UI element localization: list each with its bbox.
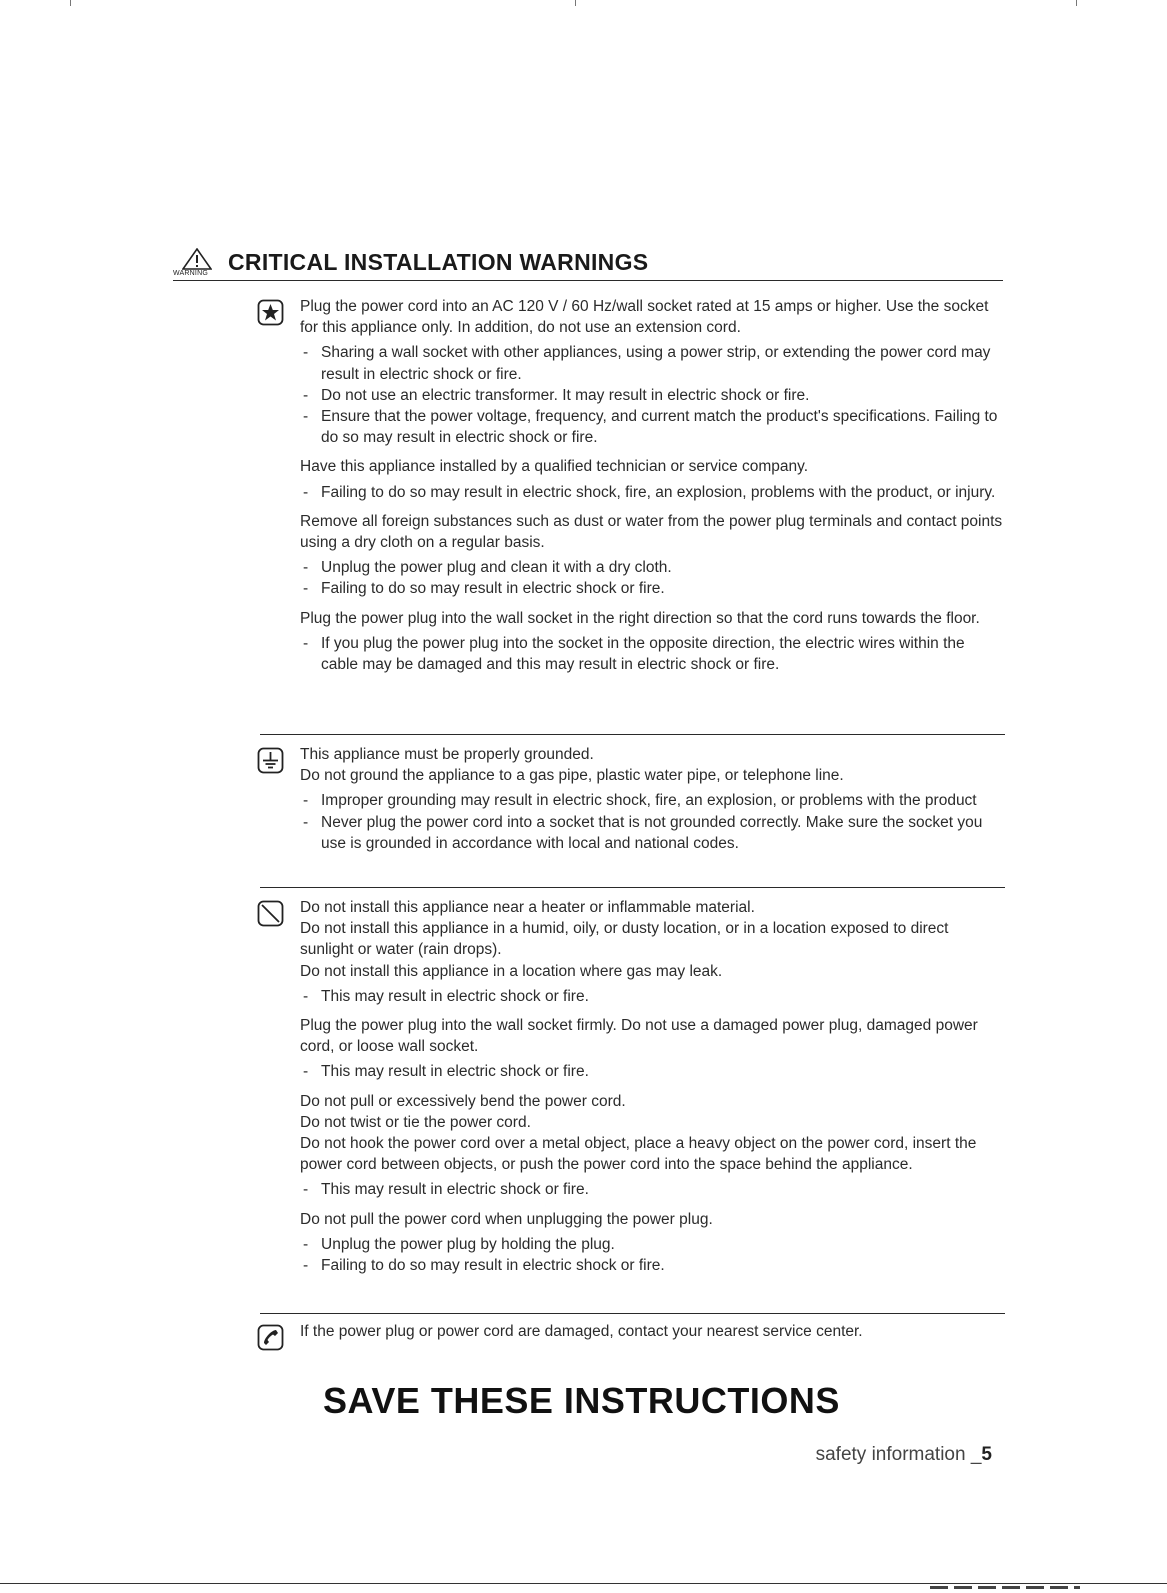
- paragraph: Do not pull the power cord when unplugging the power plug.: [300, 1210, 713, 1228]
- list-item: - Sharing a wall socket with other appliances, using a power strip, or extending the power cord may result in electric shock or fire.: [300, 342, 1005, 384]
- paragraph: If the power plug or power cord are damaged, contact your nearest service center.: [300, 1323, 863, 1340]
- list-item: - Failing to do so may result in electric shock or fire.: [300, 1255, 1005, 1276]
- paragraph: Do not twist or tie the power cord.: [300, 1113, 531, 1131]
- paragraph: Do not pull or excessively bend the power cord.: [300, 1092, 626, 1110]
- paragraph: This appliance must be properly grounded.: [300, 746, 594, 763]
- section-body: [300, 744, 1005, 854]
- crop-mark: [575, 0, 576, 6]
- paragraph: Have this appliance installed by a qualified technician or service company.: [300, 458, 809, 476]
- list-item: - If you plug the power plug into the socket in the opposite direction, the electric wires within the cable may be damaged and this may result in electric shock or fire.: [300, 633, 1005, 675]
- warning-triangle-icon: [182, 248, 212, 270]
- page-title: CRITICAL INSTALLATION WARNINGS: [228, 249, 649, 275]
- footer-section-name: safety information _: [815, 1444, 982, 1465]
- list-item: - Failing to do so may result in electric shock, fire, an explosion, problems with the product, or injury.: [300, 482, 1005, 503]
- paragraph: Do not hook the power cord over a metal object, place a heavy object on the power cord, insert the power cord between objects, or push the power cord into the space behind the appliance.: [300, 1135, 977, 1174]
- list-item: - Unplug the power plug by holding the plug.: [300, 1234, 1005, 1255]
- bullet-list: [300, 1061, 1005, 1082]
- warning-section-grounding: [260, 744, 1005, 888]
- warning-section-power-cord: [260, 296, 1005, 735]
- list-item: - Unplug the power plug and clean it with a dry cloth.: [300, 557, 1005, 578]
- bullet-list: [300, 1234, 1005, 1276]
- warning-section-location-and-cord: [260, 897, 1005, 1314]
- save-instructions-heading: SAVE THESE INSTRUCTIONS: [323, 1380, 840, 1421]
- paragraph: Remove all foreign substances such as dust or water from the power plug terminals and contact points using a dry cloth on a regular basis.: [300, 512, 1003, 552]
- paragraph: Plug the power cord into an AC 120 V / 60 Hz/wall socket rated at 15 amps or higher. Use the socket for this appliance only. In addition, do not use an extension cord.: [300, 298, 989, 337]
- list-item: - This may result in electric shock or fire.: [300, 986, 1005, 1007]
- prohibited-icon: [257, 900, 284, 927]
- section-body: [300, 296, 1005, 675]
- crop-mark: [70, 0, 71, 6]
- list-item: - Failing to do so may result in electric shock or fire.: [300, 578, 1005, 599]
- paragraph: Do not install this appliance in a location where gas may leak.: [300, 962, 723, 980]
- ground-symbol-icon: [257, 747, 284, 774]
- section-header: [173, 248, 1003, 281]
- bullet-list: [300, 1179, 1005, 1200]
- star-in-square-icon: [257, 299, 284, 326]
- warning-label: WARNING: [173, 270, 208, 277]
- list-item: - This may result in electric shock or fire.: [300, 1179, 1005, 1200]
- bullet-list: [300, 482, 1005, 503]
- paragraph: Plug the power plug into the wall socket in the right direction so that the cord runs towards the floor.: [300, 609, 980, 627]
- registration-marks: [930, 1586, 1080, 1589]
- bullet-list: [300, 790, 1005, 854]
- warning-section-service: [260, 1321, 1005, 1361]
- paragraph: Do not ground the appliance to a gas pipe, plastic water pipe, or telephone line.: [300, 767, 844, 785]
- phone-contact-icon: [257, 1324, 284, 1351]
- paragraph: Do not install this appliance near a heater or inflammable material.: [300, 899, 755, 916]
- page-footer: [816, 1444, 992, 1466]
- bullet-list: [300, 342, 1005, 448]
- list-item: - Ensure that the power voltage, frequency, and current match the product's specifications. Failing to do so may result in electric shock or fire.: [300, 406, 1005, 448]
- list-item: - Do not use an electric transformer. It may result in electric shock or fire.: [300, 385, 1005, 406]
- list-item: - Never plug the power cord into a socket that is not grounded correctly. Make sure the socket you use is grounded in accordance with local and national codes.: [300, 812, 1005, 854]
- bullet-list: [300, 986, 1005, 1007]
- list-item: - This may result in electric shock or fire.: [300, 1061, 1005, 1082]
- bullet-list: [300, 557, 1005, 599]
- section-body: [300, 897, 1005, 1276]
- page-number: 5: [981, 1444, 992, 1465]
- list-item: - Improper grounding may result in electric shock, fire, an explosion, or problems with the product: [300, 790, 1005, 811]
- paragraph: Plug the power plug into the wall socket firmly. Do not use a damaged power plug, damaged power cord, or loose wall socket.: [300, 1017, 978, 1056]
- warning-badge: [173, 248, 223, 278]
- paragraph: Do not install this appliance in a humid, oily, or dusty location, or in a location exposed to direct sunlight or water (rain drops).: [300, 920, 949, 959]
- bottom-rule: [0, 1583, 1167, 1584]
- section-body: [300, 1321, 1005, 1342]
- crop-mark: [1076, 0, 1077, 6]
- bullet-list: [300, 633, 1005, 675]
